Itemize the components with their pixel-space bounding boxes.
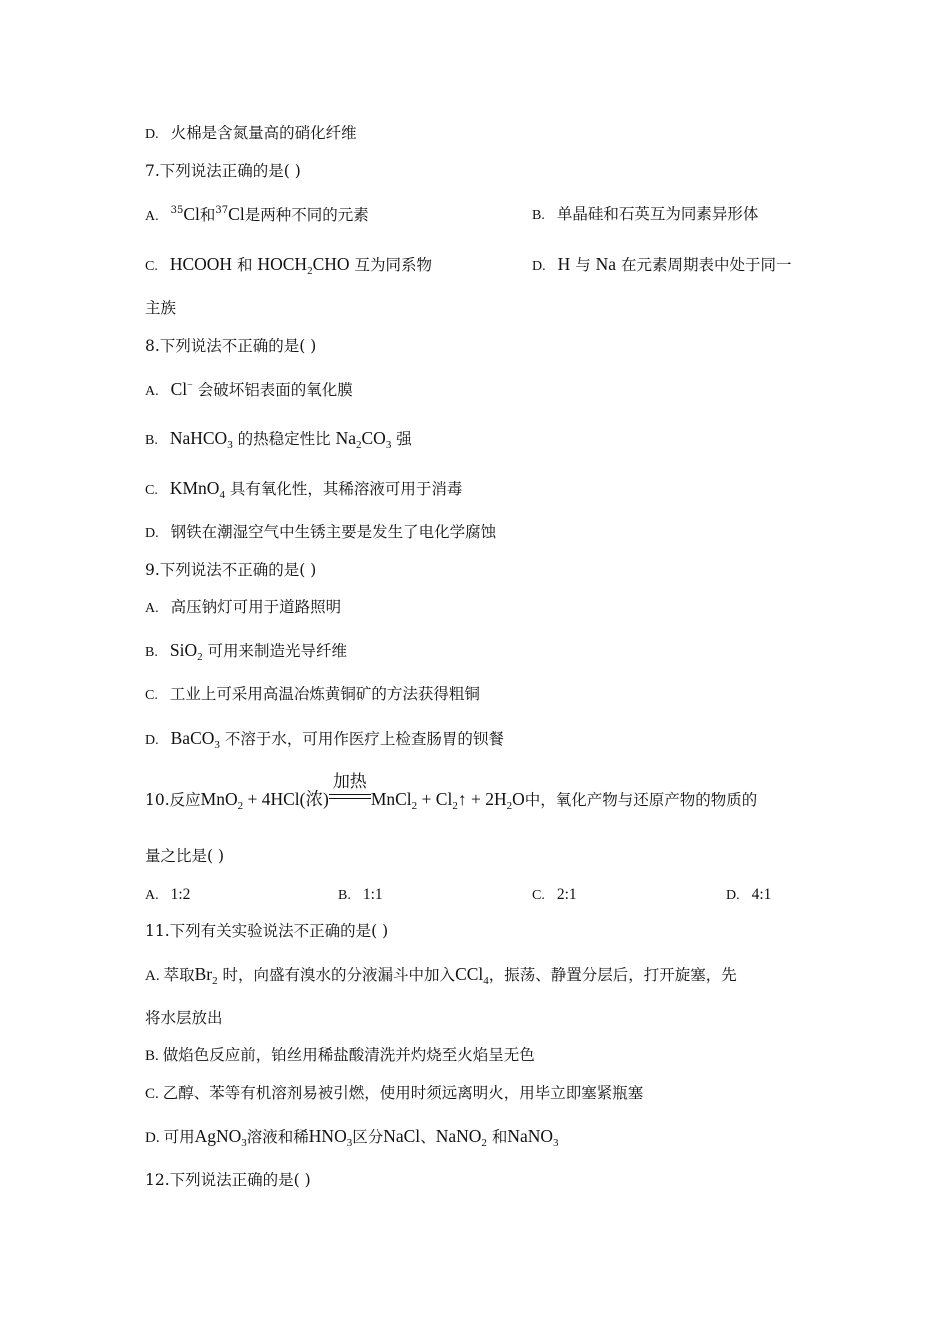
formula: $Br_2$ bbox=[194, 964, 218, 987]
formula: Cl− bbox=[170, 379, 193, 399]
option-label: D. bbox=[145, 127, 159, 142]
q9-option-d bbox=[145, 728, 504, 751]
formula: Cl bbox=[228, 204, 245, 224]
q10-stem-continued: 量之比是( ) bbox=[145, 847, 225, 865]
text: ，振荡、静置分层后，打开旋塞，先 bbox=[488, 966, 737, 984]
q10-option-a bbox=[145, 884, 190, 906]
formula: NaNO$_2$ bbox=[435, 1126, 487, 1149]
q8-stem: 8.下列说法不正确的是( ) bbox=[145, 337, 317, 355]
option-label: B. bbox=[145, 645, 158, 660]
option-value: 1:2 bbox=[170, 886, 191, 903]
mass-number: 37 bbox=[215, 205, 229, 216]
text: 、 bbox=[420, 1128, 436, 1146]
option-label: B. bbox=[532, 208, 545, 223]
q9-option-b bbox=[145, 640, 347, 663]
option-label: A. bbox=[145, 384, 159, 399]
formula: H bbox=[557, 254, 571, 274]
q12-stem: 12.下列说法正确的是( ) bbox=[145, 1171, 311, 1189]
formula: Na bbox=[595, 254, 617, 274]
reaction-equation: MnO$_2$ + 4HCl(浓) 加热 MnCl$_2$ + $Cl_2↑ + 2H_2O$ bbox=[200, 772, 525, 812]
option-label: C. bbox=[532, 888, 545, 903]
option-label: C. bbox=[145, 483, 158, 498]
option-label: D. bbox=[726, 888, 740, 903]
formula: KMnO$_4$ bbox=[169, 478, 225, 501]
q8-option-a bbox=[145, 379, 353, 402]
q9-option-a bbox=[145, 597, 341, 619]
text: 和 bbox=[199, 206, 216, 224]
q8-option-c bbox=[145, 478, 462, 501]
formula: NaNO$_3$ bbox=[507, 1126, 559, 1149]
text: 萃取 bbox=[163, 966, 195, 984]
option-label: A. bbox=[145, 888, 159, 903]
formula: HCOOH bbox=[169, 254, 233, 274]
q11-option-a bbox=[145, 964, 737, 986]
option-text: 单晶硅和石英互为同素异形体 bbox=[556, 205, 759, 223]
text: 溶液和稀 bbox=[246, 1128, 309, 1146]
option-label: C. bbox=[145, 259, 158, 274]
option-label: A. bbox=[145, 209, 159, 224]
q7-option-d bbox=[532, 254, 792, 277]
q9-stem: 9.下列说法不正确的是( ) bbox=[145, 561, 317, 579]
option-label: B. bbox=[338, 888, 351, 903]
q11-option-a-continued: 将水层放出 bbox=[145, 1009, 223, 1027]
formula: BaCO$_3$ bbox=[170, 728, 220, 751]
mass-number: 35 bbox=[170, 205, 184, 216]
formula: $HOCH_2CHO$ bbox=[257, 254, 350, 277]
option-text: 强 bbox=[396, 430, 412, 448]
q7-option-d-continued: 主族 bbox=[145, 299, 177, 317]
formula: CCl$_4$ bbox=[455, 964, 489, 987]
formula: $HNO_3$ bbox=[308, 1126, 353, 1149]
reaction-condition: 加热 bbox=[329, 794, 371, 805]
option-text: 做焰色反应前，铂丝用稀盐酸清洗并灼烧至火焰呈无色 bbox=[162, 1046, 535, 1064]
option-text: 钢铁在潮湿空气中生锈主要是发生了电化学腐蚀 bbox=[170, 523, 497, 541]
option-label: A. bbox=[145, 601, 159, 616]
formula: NaHCO$_3$ bbox=[169, 428, 233, 451]
text: 的热稳定性比 bbox=[237, 430, 331, 448]
option-text: 高压钠灯可用于道路照明 bbox=[170, 598, 342, 616]
text: 10.反应 bbox=[145, 791, 201, 809]
option-text: 火棉是含氮量高的硝化纤维 bbox=[170, 124, 357, 142]
text: 时，向盛有溴水的分液漏斗中加入 bbox=[222, 966, 456, 984]
formula: $Na_2CO_3$ bbox=[335, 428, 392, 451]
option-label: A. bbox=[145, 968, 160, 984]
option-label: D. bbox=[532, 259, 546, 274]
option-value: 1:1 bbox=[362, 886, 383, 903]
option-text: 不溶于水，可用作医疗上检查肠胃的钡餐 bbox=[224, 730, 504, 748]
option-text: 可用来制造光导纤维 bbox=[207, 642, 348, 660]
q7-option-c bbox=[145, 254, 432, 277]
q10-option-d bbox=[726, 884, 771, 906]
q9-option-c bbox=[145, 684, 480, 706]
q10-option-c bbox=[532, 884, 577, 906]
option-value: 2:1 bbox=[556, 886, 577, 903]
option-label: D. bbox=[145, 733, 159, 748]
option-label: C. bbox=[145, 688, 158, 703]
text: 和 bbox=[237, 256, 253, 274]
text: 可用 bbox=[163, 1128, 195, 1146]
q11-option-c bbox=[145, 1083, 643, 1104]
formula: SiO$_2$ bbox=[169, 640, 203, 663]
q7-option-a bbox=[145, 204, 369, 227]
q7-stem: 7.下列说法正确的是( ) bbox=[145, 162, 301, 180]
option-label: B. bbox=[145, 433, 158, 448]
q11-option-b bbox=[145, 1045, 535, 1066]
text: 和 bbox=[491, 1128, 508, 1146]
q11-stem: 11.下列有关实验说法不正确的是( ) bbox=[145, 922, 389, 940]
option-text: 互为同系物 bbox=[354, 256, 432, 274]
q6-option-d bbox=[145, 123, 357, 145]
text: 中，氧化产物与还原产物的物质的 bbox=[524, 791, 758, 809]
option-label: C. bbox=[145, 1086, 159, 1102]
formula: NaCl bbox=[383, 1126, 421, 1146]
option-label: B. bbox=[145, 1048, 159, 1064]
option-label: D. bbox=[145, 1130, 160, 1146]
formula: Cl bbox=[183, 204, 200, 224]
q7-option-b bbox=[532, 204, 758, 226]
text: 与 bbox=[575, 256, 591, 274]
q10-option-b bbox=[338, 884, 383, 906]
option-text: 乙醇、苯等有机溶剂易被引燃，使用时须远离明火，用毕立即塞紧瓶塞 bbox=[162, 1084, 644, 1102]
text: 区分 bbox=[352, 1128, 384, 1146]
option-text: 工业上可采用高温冶炼黄铜矿的方法获得粗铜 bbox=[169, 685, 480, 703]
option-text: 会破坏铝表面的氧化膜 bbox=[197, 381, 353, 399]
option-text: 在元素周期表中处于同一 bbox=[621, 256, 792, 274]
q8-option-b bbox=[145, 428, 412, 451]
q11-option-d bbox=[145, 1126, 559, 1148]
q8-option-d bbox=[145, 522, 496, 544]
option-text: 是两种不同的元素 bbox=[244, 206, 369, 224]
option-value: 4:1 bbox=[751, 886, 772, 903]
formula: AgNO$_3$ bbox=[194, 1126, 247, 1149]
option-text: 具有氧化性，其稀溶液可用于消毒 bbox=[229, 480, 463, 498]
q10-stem bbox=[145, 772, 758, 812]
option-label: D. bbox=[145, 526, 159, 541]
